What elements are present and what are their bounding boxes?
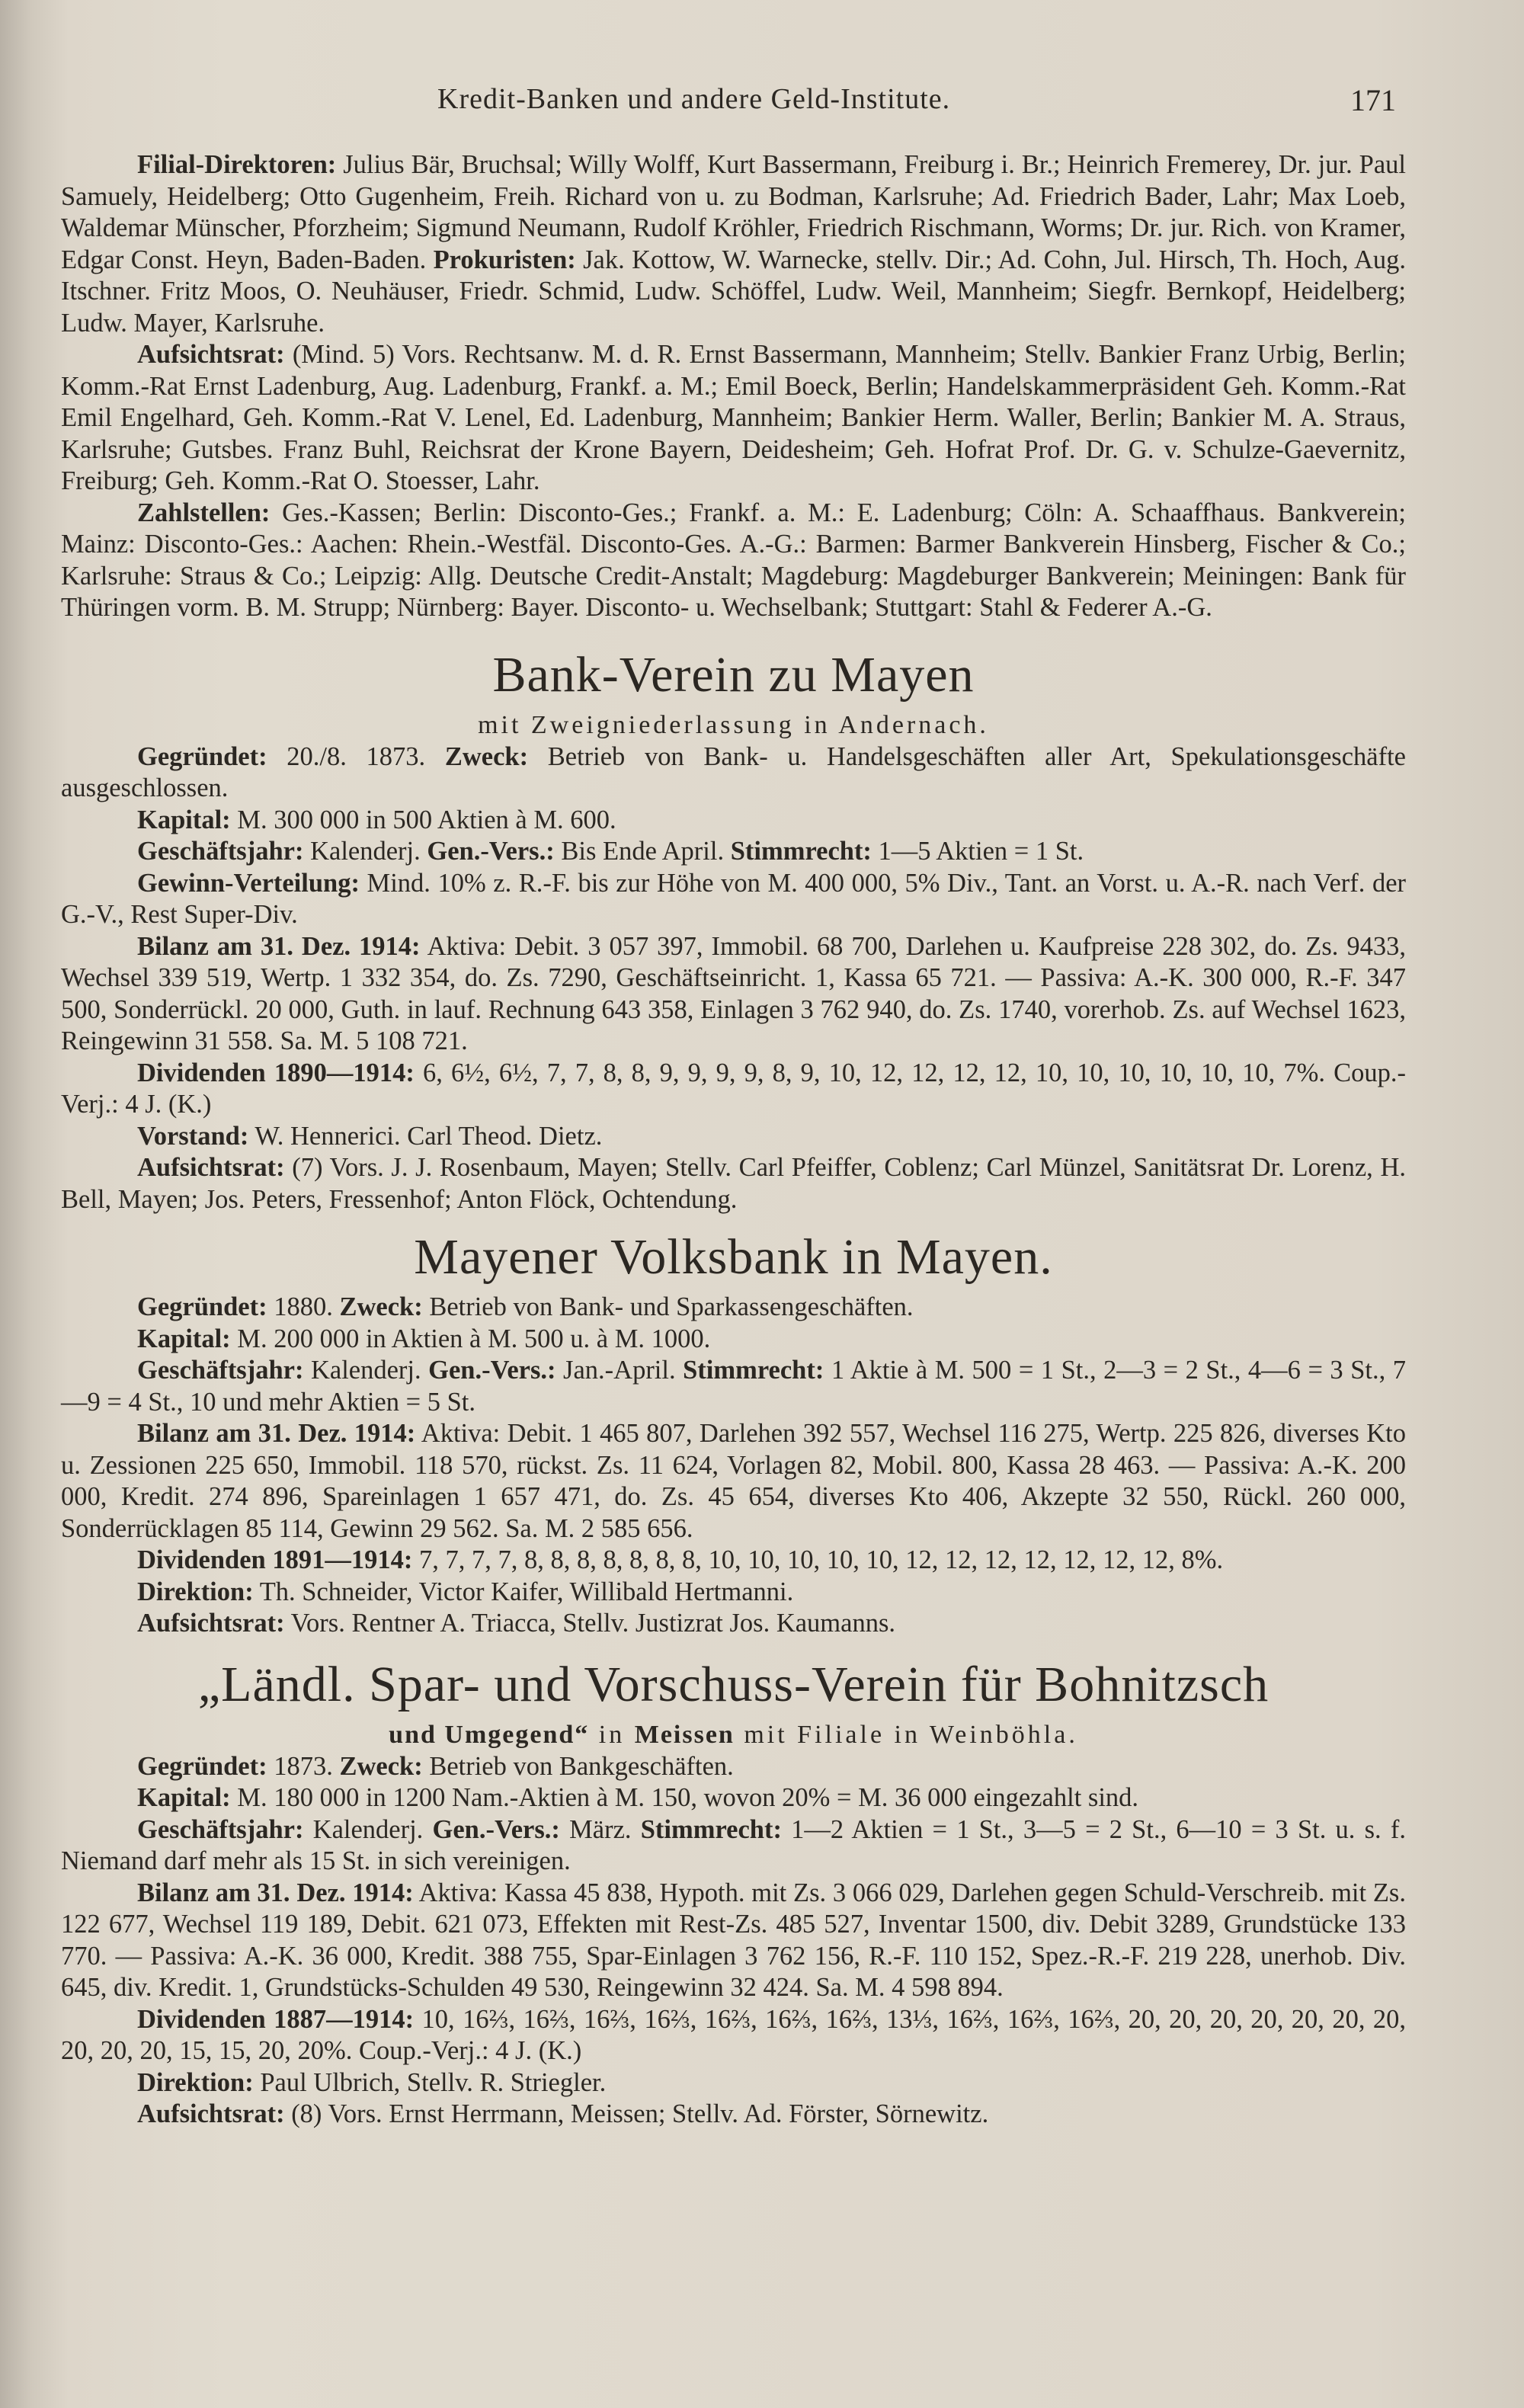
field-text: Betrieb von Bankgeschäften.: [422, 1751, 734, 1781]
field-text: M. 200 000 in Aktien à M. 500 u. à M. 1000.: [230, 1324, 711, 1353]
field-text: W. Hennerici. Carl Theod. Dietz.: [248, 1121, 603, 1151]
field-text: 6, 6½, 6½, 7, 7, 8, 8, 9, 9, 9, 9, 8, 9, 10, 12, 12, 12, 12, 10, 10, 10, 10, 10, 10, 7%. Coup.-Verj.: 4 J. (K.): [61, 1058, 1406, 1119]
field-label: Gegründet:: [137, 741, 267, 771]
page-content: [61, 149, 1406, 2131]
entry-paragraph: [61, 1324, 1406, 1356]
field-label: Kapital:: [137, 1783, 231, 1812]
intro-paragraph: [61, 339, 1406, 498]
field-label: Kapital:: [137, 805, 231, 834]
field-label: Dividenden 1891—1914:: [137, 1545, 413, 1574]
field-text: 10, 16⅔, 16⅔, 16⅔, 16⅔, 16⅔, 16⅔, 16⅔, 13⅓, 16⅔, 16⅔, 16⅔, 20, 20, 20, 20, 20, 20, 20, 20, 20, 20, 15, 15, 20, 20%. Coup.-Verj.: 4 J. (K.): [61, 2004, 1407, 2065]
field-text: (7) Vors. J. J. Rosenbaum, Mayen; Stellv. Carl Pfeiffer, Coblenz; Carl Münzel, Sanitätsrat Dr. Lorenz, H. Bell, Mayen; Jos. Peters, Fressenhof; Anton Flöck, Ochtendung.: [61, 1153, 1406, 1214]
section-title: „Ländl. Spar- und Vorschuss-Verein für Bohnitzsch: [197, 1656, 1269, 1712]
field-label: Dividenden 1890—1914:: [137, 1058, 415, 1087]
entry-paragraph: [61, 1121, 1406, 1153]
entry-paragraph: [61, 1152, 1406, 1215]
field-label: Gen.-Vers.:: [427, 837, 555, 866]
running-head-title: Kredit-Banken und andere Geld-Institute.: [437, 83, 951, 115]
entry-paragraph: [61, 1878, 1406, 2004]
field-label: Zweck:: [444, 741, 529, 771]
field-text: Bis Ende April.: [554, 837, 731, 866]
subtitle-text: in: [589, 1720, 635, 1749]
field-text: Jak. Kottow, W. Warnecke, stellv. Dir.; Ad. Cohn, Jul. Hirsch, Th. Hoch, Aug. Itschner. Fritz Moos, O. Neuhäuser, Friedr. Schmid, Ludw. Schöffel, Ludw. Weil, Mannheim; Siegfr. Bernkopf, Heidelberg; Ludw. Mayer, Karlsruhe.: [61, 245, 1407, 338]
section-subtitle: mit Zweigniederlassung in Andernach.: [478, 710, 989, 739]
section-subtitle: [61, 1719, 1406, 1751]
entry-paragraph: [61, 1577, 1406, 1609]
entry-paragraph: [61, 931, 1406, 1058]
field-text: 1873.: [267, 1751, 340, 1781]
field-text: Kalenderj.: [303, 1814, 433, 1844]
entry-paragraph: [61, 1355, 1406, 1418]
field-label: Geschäftsjahr:: [137, 1814, 304, 1844]
page-number: 171: [1350, 83, 1396, 117]
field-text: 1880.: [267, 1292, 340, 1321]
field-text: Aktiva: Debit. 3 057 397, Immobil. 68 700, Darlehen u. Kaufpreise 228 302, do. Zs. 9433, Wechsel 339 519, Wertp. 1 332 354, do. Zs. 7290, Geschäftseinricht. 1, Kassa 65 721. — Passiva: A.-K. 300 000, R.-F. 347 500, Sonderrückl. 20 000, Guth. in lauf. Rechnung 643 358, Einlagen 3 762 940, do. Zs. 1740, vorerhob. Zs. auf Wechsel 1623, Reingewinn 31 558. Sa. M. 5 108 721.: [61, 931, 1407, 1055]
field-text: 1 Aktie à M. 500 = 1 St., 2—3 = 2 St., 4—6 = 3 St., 7—9 = 4 St., 10 und mehr Aktien = 5 St.: [61, 1356, 1406, 1417]
field-text: Jan.-April.: [555, 1356, 684, 1385]
entry-paragraph: [61, 805, 1406, 837]
field-label: Gewinn-Verteilung:: [137, 868, 360, 898]
field-text: Paul Ulbrich, Stellv. R. Striegler.: [253, 2067, 607, 2097]
field-label: Bilanz am 31. Dez. 1914:: [137, 931, 421, 961]
field-label: Vorstand:: [137, 1121, 249, 1151]
field-text: Julius Bär, Bruchsal; Willy Wolff, Kurt Bassermann, Freiburg i. Br.; Heinrich Fremerey, Dr. jur. Paul Samuely, Heidelberg; Otto Gugenheim, Freih. Richard von u. zu Bodman, Karlsruhe; Ad. Friedrich Bader, Lahr; Max Loeb, Waldemar Münscher, Pforzheim; Sigmund Neumann, Rudolf Kröhler, Friedrich Rischmann, Worms; Dr. jur. Rich. von Kramer, Edgar Const. Heyn, Baden-Baden.: [61, 150, 1406, 274]
field-label: Prokuristen:: [433, 245, 576, 274]
entry-paragraph: [61, 2099, 1406, 2131]
field-text: (8) Vors. Ernst Herrmann, Meissen; Stellv. Ad. Förster, Sörnewitz.: [284, 2099, 989, 2128]
field-text: (Mind. 5) Vors. Rechtsanw. M. d. R. Ernst Bassermann, Mannheim; Stellv. Bankier Franz Urbig, Berlin; Komm.-Rat Ernst Ladenburg, Aug. Ladenburg, Frankf. a. M.; Emil Boeck, Berlin; Handelskammerpräsident Geh. Komm.-Rat Emil Engelhard, Geh. Komm.-Rat V. Lenel, Ed. Ladenburg, Mannheim; Bankier Herm. Waller, Berlin; Bankier M. A. Straus, Karlsruhe; Gutsbes. Franz Buhl, Reichsrat der Krone Bayern, Deidesheim; Geh. Hofrat Prof. Dr. G. v. Schulze-Gaevernitz, Freiburg; Geh. Komm.-Rat O. Stoesser, Lahr.: [61, 340, 1406, 495]
field-label: Kapital:: [137, 1324, 231, 1353]
intro-paragraph: [61, 149, 1406, 339]
subtitle-text: mit Filiale in Weinböhla.: [734, 1720, 1078, 1749]
entry-paragraph: [61, 836, 1406, 868]
field-label: Stimmrecht:: [640, 1814, 782, 1844]
running-head: [0, 82, 1524, 128]
field-label: Zahlstellen:: [137, 498, 271, 527]
field-label: Direktion:: [137, 1577, 254, 1606]
field-text: Vors. Rentner A. Triacca, Stellv. Justizrat Jos. Kaumanns.: [284, 1609, 895, 1638]
field-label: Zweck:: [339, 1292, 423, 1321]
field-text: Aktiva: Kassa 45 838, Hypoth. mit Zs. 3 066 029, Darlehen gegen Schuld-Verschreib. mit Zs. 122 677, Wechsel 119 189, Debit. 621 073, Effekten mit Rest-Zs. 485 527, Inventar 1500, div. Debit 3289, Grundstücke 133 770. — Passiva: A.-K. 36 000, Kredit. 388 755, Spar-Einlagen 3 762 156, R.-F. 110 152, Spez.-R.-F. 219 228, unerhob. Div. 645, div. Kredit. 1, Grundstücks-Schulden 49 530, Reingewinn 32 424. Sa. M. 4 598 894.: [61, 1878, 1406, 2002]
field-text: M. 300 000 in 500 Aktien à M. 600.: [230, 805, 616, 834]
field-label: Geschäftsjahr:: [137, 1356, 304, 1385]
field-label: Gen.-Vers.:: [428, 1356, 556, 1385]
field-label: Aufsichtsrat:: [137, 1609, 285, 1638]
field-label: Stimmrecht:: [730, 837, 872, 866]
field-text: März.: [559, 1814, 641, 1844]
field-label: Stimmrecht:: [683, 1356, 824, 1385]
entry-paragraph: [61, 2067, 1406, 2099]
field-text: Kalenderj.: [303, 837, 427, 866]
field-text: Th. Schneider, Victor Kaifer, Willibald Hertmanni.: [253, 1577, 794, 1606]
entry-paragraph: [61, 1751, 1406, 1783]
field-label: Filial-Direktoren:: [137, 150, 337, 179]
entry-paragraph: [61, 1782, 1406, 1814]
subtitle-bold: Meissen: [634, 1720, 735, 1749]
entry-paragraph: [61, 1418, 1406, 1545]
field-label: Bilanz am 31. Dez. 1914:: [137, 1878, 414, 1907]
field-text: Betrieb von Bank- und Sparkassengeschäften.: [422, 1292, 914, 1321]
entry-paragraph: [61, 1545, 1406, 1577]
entry-paragraph: [61, 741, 1406, 805]
section-title: Bank-Verein zu Mayen: [492, 646, 975, 703]
field-text: Ges.-Kassen; Berlin: Disconto-Ges.; Frankf. a. M.: E. Ladenburg; Cöln: A. Schaaffhaus. Bankverein; Mainz: Disconto-Ges.: Aachen: Rhein.-Westfäl. Disconto-Ges. A.-G.: Barmen: Barmer Bankverein Hinsberg, Fischer & Co.; Karlsruhe: Straus & Co.; Leipzig: Allg. Deutsche Credit-Anstalt; Magdeburg: Magdeburger Bankverein; Meiningen: Bank für Thüringen vorm. B. M. Strupp; Nürnberg: Bayer. Disconto- u. Wechselbank; Stuttgart: Stahl & Federer A.-G.: [61, 498, 1406, 622]
subtitle-bold: und Umgegend“: [389, 1720, 590, 1749]
field-text: 7, 7, 7, 7, 8, 8, 8, 8, 8, 8, 8, 10, 10, 10, 10, 10, 12, 12, 12, 12, 12, 12, 12, 8%.: [412, 1545, 1224, 1574]
field-text: Aktiva: Debit. 1 465 807, Darlehen 392 557, Wechsel 116 275, Wertp. 225 826, diverses Kto u. Zessionen 225 650, Immobil. 118 570, rückst. Zs. 11 624, Vorlagen 82, Mobil. 800, Kassa 28 463. — Passiva: A.-K. 200 000, Kredit. 274 896, Spareinlagen 1 657 471, do. Zs. 45 654, diverses Kto 406, Akzepte 32 550, Rückl. 260 000, Sonderrücklagen 85 114, Gewinn 29 562. Sa. M. 2 585 656.: [61, 1419, 1406, 1543]
field-label: Aufsichtsrat:: [137, 340, 285, 369]
field-label: Dividenden 1887—1914:: [137, 2004, 415, 2034]
intro-paragraph: [61, 498, 1406, 624]
field-label: Gegründet:: [137, 1292, 267, 1321]
entry-paragraph: [61, 868, 1406, 931]
field-text: M. 180 000 in 1200 Nam.-Aktien à M. 150, wovon 20% = M. 36 000 eingezahlt sind.: [230, 1783, 1139, 1812]
entry-paragraph: [61, 1058, 1406, 1121]
section-title: Mayener Volksbank in Mayen.: [414, 1229, 1053, 1285]
field-text: 1—2 Aktien = 1 St., 3—5 = 2 St., 6—10 = 3 St. u. s. f. Niemand darf mehr als 15 St. in sich vereinigen.: [61, 1814, 1406, 1875]
field-label: Gen.-Vers.:: [432, 1814, 560, 1844]
field-label: Gegründet:: [137, 1751, 267, 1781]
field-label: Geschäftsjahr:: [137, 837, 304, 866]
field-label: Zweck:: [339, 1751, 423, 1781]
field-text: Mind. 10% z. R.-F. bis zur Höhe von M. 400 000, 5% Div., Tant. an Vorst. u. A.-R. nach Verf. der G.-V., Rest Super-Div.: [61, 868, 1406, 929]
field-label: Direktion:: [137, 2067, 254, 2097]
field-text: Kalenderj.: [303, 1356, 429, 1385]
entry-paragraph: [61, 1814, 1406, 1878]
field-text: 1—5 Aktien = 1 St.: [871, 837, 1084, 866]
field-text: Betrieb von Bank- u. Handelsgeschäften aller Art, Spekulationsgeschäfte ausgeschlossen.: [61, 741, 1406, 802]
entry-paragraph: [61, 1608, 1406, 1640]
field-text: 20./8. 1873.: [267, 741, 445, 771]
field-label: Bilanz am 31. Dez. 1914:: [137, 1419, 416, 1448]
field-label: Aufsichtsrat:: [137, 2099, 285, 2128]
entry-paragraph: [61, 2004, 1406, 2067]
field-label: Aufsichtsrat:: [137, 1153, 285, 1182]
entry-paragraph: [61, 1292, 1406, 1324]
